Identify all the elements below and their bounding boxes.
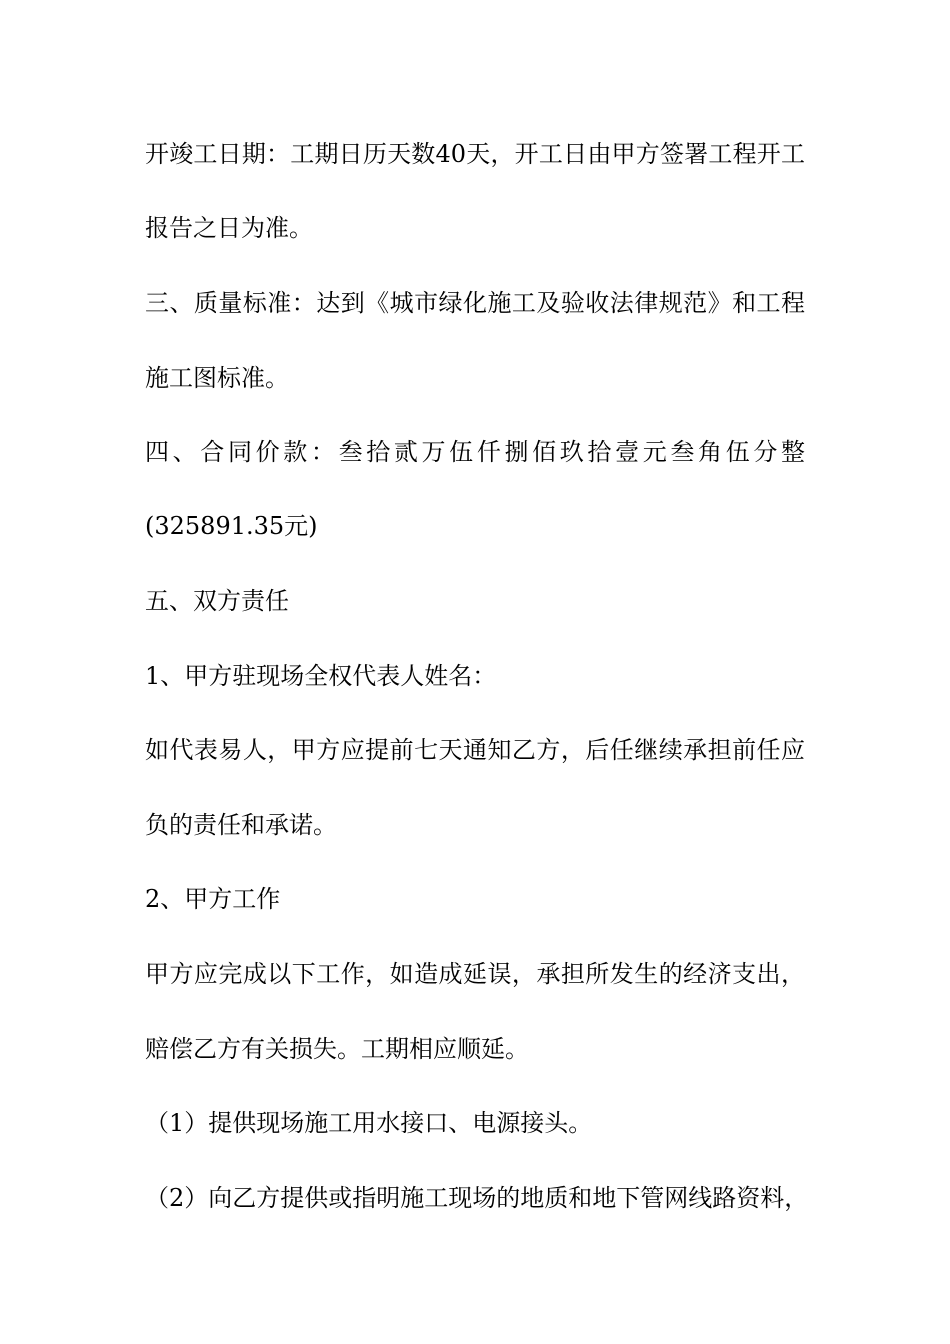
- text-line-construction-dates: 开竣工日期：工期日历天数40天，开工日由甲方签署工程开工: [145, 140, 805, 168]
- text-line-contract-price: 四、合同价款：叁拾贰万伍仟捌佰玖拾壹元叁角伍分整: [145, 438, 805, 466]
- list-item-2: （2）向乙方提供或指明施工现场的地质和地下管网线路资料，: [145, 1184, 809, 1212]
- text-line-party-a-representative: 1、甲方驻现场全权代表人姓名：: [145, 662, 497, 690]
- text-line-party-a-work-desc-cont: 赔偿乙方有关损失。工期相应顺延。: [145, 1035, 529, 1063]
- text-line-party-a-work-desc: 甲方应完成以下工作，如造成延误，承担所发生的经济支出，: [145, 960, 805, 988]
- text-line-construction-dates-cont: 报告之日为准。: [145, 214, 313, 242]
- text-line-contract-price-amount: (325891.35元): [145, 512, 318, 540]
- text-line-representative-change: 如代表易人，甲方应提前七天通知乙方，后任继续承担前任应: [145, 736, 805, 764]
- section-heading-responsibilities: 五、双方责任: [145, 587, 289, 615]
- text-line-representative-change-cont: 负的责任和承诺。: [145, 811, 337, 839]
- section-heading-party-a-work: 2、甲方工作: [145, 885, 281, 913]
- list-item-1: （1）提供现场施工用水接口、电源接头。: [145, 1109, 593, 1137]
- text-line-quality-standard: 三、质量标准：达到《城市绿化施工及验收法律规范》和工程: [145, 289, 805, 317]
- text-line-quality-standard-cont: 施工图标准。: [145, 364, 289, 392]
